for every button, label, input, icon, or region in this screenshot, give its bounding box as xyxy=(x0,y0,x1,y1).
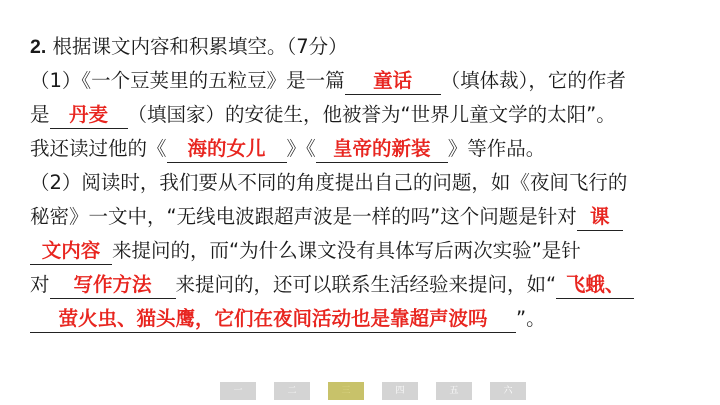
answer-blank-example-start: 飞蛾、 xyxy=(556,272,634,299)
part1-text-b: （填体裁），它的作者 xyxy=(440,69,626,92)
part1-text-g: 》等作品。 xyxy=(447,137,546,160)
page-navigation xyxy=(220,382,526,400)
answer-blank-example-end: 萤火虫、猫头鹰，它们在夜间活动也是靠超声波吗 xyxy=(30,306,516,333)
part1-line1 xyxy=(30,64,695,98)
part2-line3 xyxy=(30,234,695,268)
answer-blank-angle2: 写作方法 xyxy=(50,272,176,299)
answer-blank-work1: 海的女儿 xyxy=(167,136,287,163)
part2-line2 xyxy=(30,200,695,234)
part2-line5 xyxy=(30,302,695,336)
question-stem: 根据课文内容和积累填空。（7分） xyxy=(52,35,348,58)
part2-text-e: 来提问的，还可以联系生活经验来提问，如“ xyxy=(175,273,557,296)
part2-text-b: 秘密》一文中，“无线电波跟超声波是一样的吗”这个问题是针对 xyxy=(30,205,577,228)
part1-line2 xyxy=(30,98,695,132)
page-tab-6[interactable]: 六 xyxy=(490,382,526,400)
page-tab-4[interactable]: 四 xyxy=(382,382,418,400)
answer-blank-angle1-start: 课 xyxy=(577,204,623,231)
part2-line4 xyxy=(30,268,695,302)
page-tab-5[interactable]: 五 xyxy=(436,382,472,400)
page-tab-2[interactable]: 二 xyxy=(274,382,310,400)
part1-text-f: 》《 xyxy=(286,137,316,160)
answer-blank-work2: 皇帝的新装 xyxy=(316,136,448,163)
question-stem-line xyxy=(30,30,695,64)
part1-text-d: （填国家）的安徒生，他被誉为“世界儿童文学的太阳”。 xyxy=(127,103,616,126)
answer-blank-angle1-end: 文内容 xyxy=(30,238,112,265)
answer-blank-country: 丹麦 xyxy=(50,102,128,129)
part1-text-c: 是 xyxy=(30,103,50,126)
answer-blank-genre: 童话 xyxy=(345,68,441,95)
part1-text-a: （1）《一个豆荚里的五粒豆》是一篇 xyxy=(30,69,345,92)
part2-text-d: 对 xyxy=(30,273,50,296)
question-block xyxy=(30,30,695,336)
part2-text-a: （2）阅读时，我们要从不同的角度提出自己的问题，如《夜间飞行的 xyxy=(30,171,628,194)
part2-text-f: ”。 xyxy=(516,307,546,330)
page-tab-3[interactable]: 三 xyxy=(328,382,364,400)
part2-text-c: 来提问的，而“为什么课文没有具体写后两次实验”是针 xyxy=(112,239,581,262)
part1-line3 xyxy=(30,132,695,166)
part2-line1 xyxy=(30,166,695,200)
page-tab-1[interactable]: 一 xyxy=(220,382,256,400)
question-number: 2. xyxy=(30,36,47,58)
part1-text-e: 我还读过他的《 xyxy=(30,137,167,160)
